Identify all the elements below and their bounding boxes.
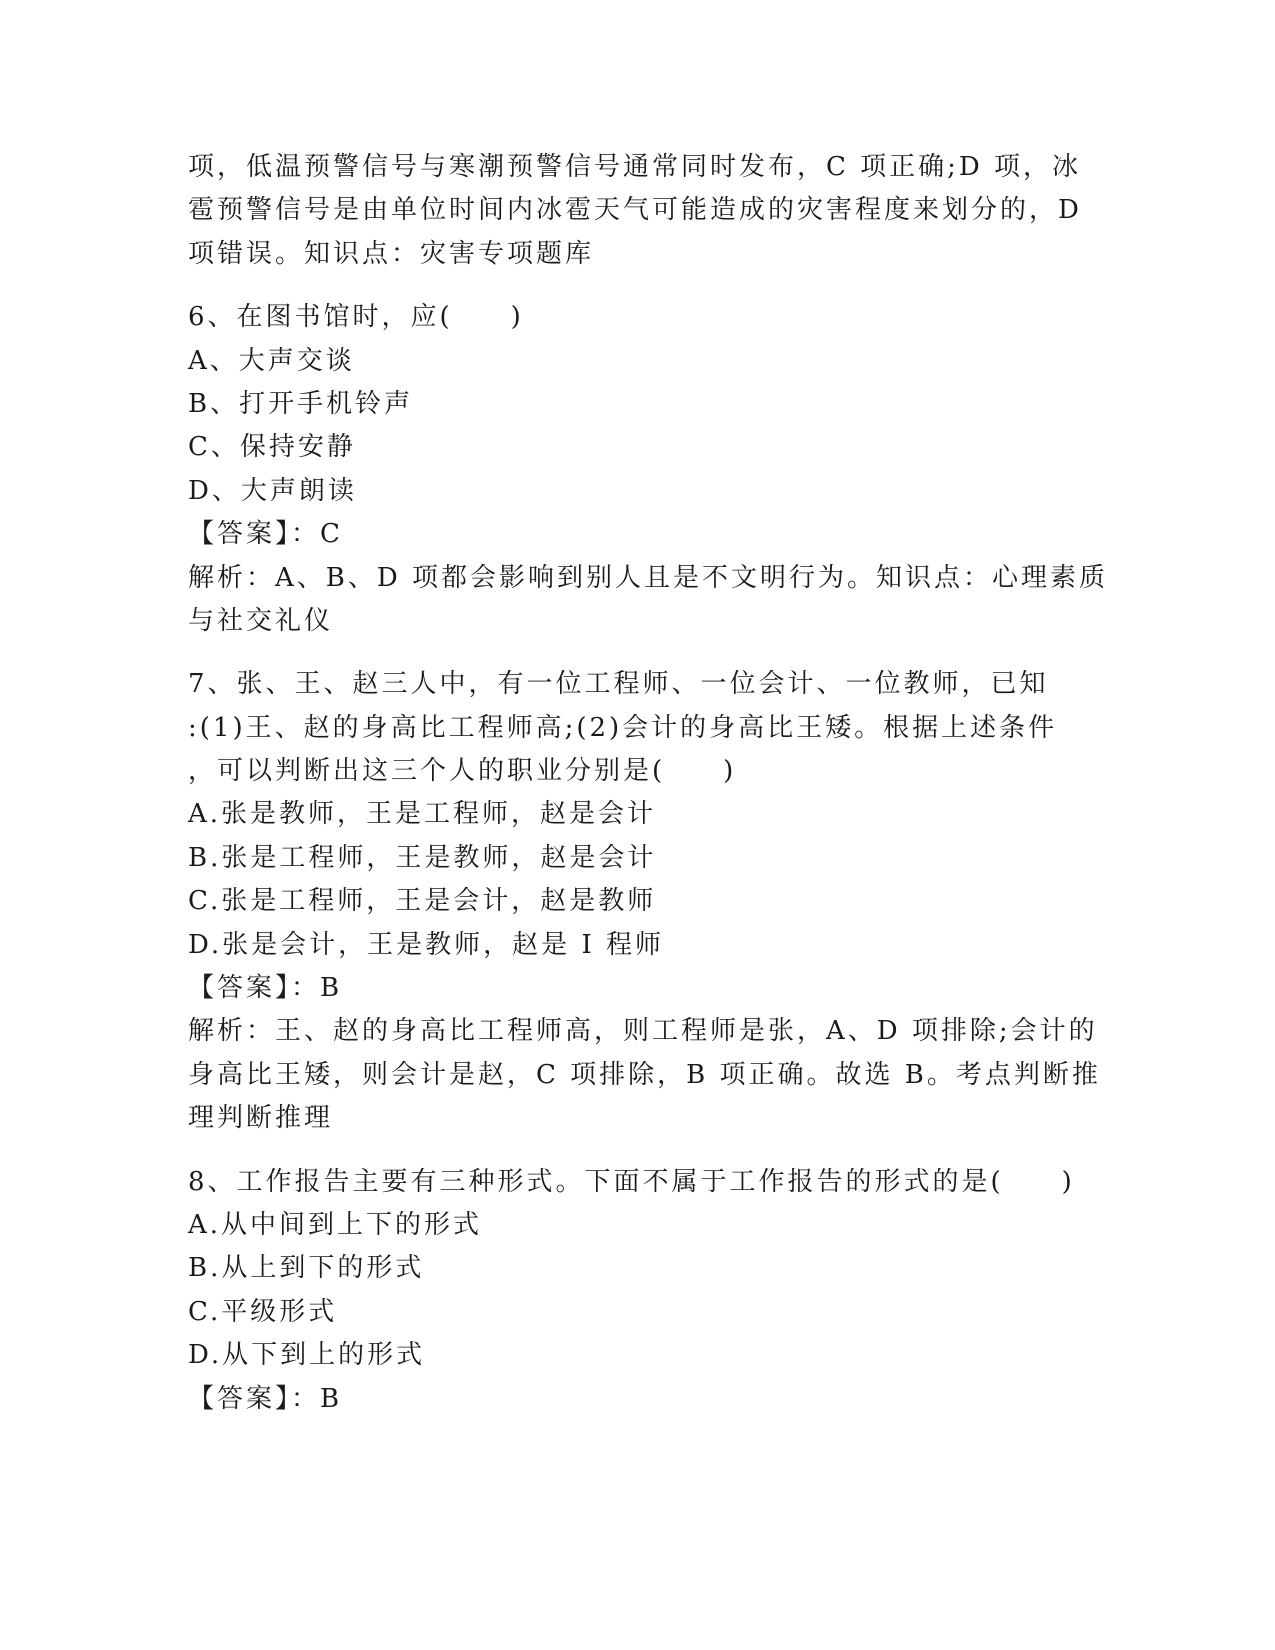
question-6	[188, 296, 1108, 643]
option-d: D、大声朗读	[188, 475, 357, 506]
option-c: C.平级形式	[188, 1296, 338, 1327]
answer-line: 【答案】：B	[188, 973, 343, 1004]
option-c: C.张是工程师，王是会计，赵是教师	[188, 886, 657, 917]
answer-line: 【答案】：B	[188, 1383, 343, 1414]
analysis-line: 项，低温预警信号与寒潮预警信号通常同时发布，C 项正确;D 项，冰	[188, 152, 1082, 182]
option-b: B、打开手机铃声	[188, 388, 414, 419]
spacer	[188, 1141, 1088, 1161]
option-a: A.从中间到上下的形式	[188, 1209, 483, 1240]
question-7	[188, 663, 1101, 1140]
option-c: C、保持安静	[188, 432, 356, 463]
question-stem: 8、工作报告主要有三种形式。下面不属于工作报告的形式的是( )	[188, 1166, 1075, 1197]
spacer	[188, 643, 1088, 663]
option-a: A.张是教师，王是工程师，赵是会计	[188, 799, 657, 830]
option-b: B.张是工程师，王是教师，赵是会计	[188, 842, 657, 873]
question-8	[188, 1161, 1088, 1421]
option-d: D.从下到上的形式	[188, 1340, 426, 1371]
analysis-line: 身高比王矮，则会计是赵，C 项排除，B 项正确。故选 B。考点判断推	[188, 1059, 1101, 1090]
answer-line: 【答案】：C	[188, 519, 343, 550]
page-content	[188, 146, 1108, 1421]
analysis-line: 与社交礼仪	[188, 605, 334, 636]
analysis-line: 项错误。知识点：灾害专项题库	[188, 238, 595, 269]
intro-analysis	[188, 146, 1088, 276]
question-stem: :(1)王、赵的身高比工程师高;(2)会计的身高比王矮。根据上述条件	[188, 712, 1058, 743]
question-stem: ，可以判断出这三个人的职业分别是( )	[188, 756, 737, 787]
spacer	[188, 276, 1088, 296]
analysis-line: 雹预警信号是由单位时间内冰雹天气可能造成的灾害程度来划分的，D	[188, 195, 1082, 226]
analysis-line: 理判断推理	[188, 1103, 334, 1134]
option-d: D.张是会计，王是教师，赵是 I 程师	[188, 929, 664, 960]
analysis-line: 解析：A、B、D 项都会影响到别人且是不文明行为。知识点：心理素质	[188, 562, 1108, 593]
analysis-line: 解析：王、赵的身高比工程师高，则工程师是张，A、D 项排除;会计的	[188, 1016, 1098, 1047]
option-a: A、大声交谈	[188, 345, 355, 376]
option-b: B.从上到下的形式	[188, 1253, 425, 1284]
question-stem: 7、张、王、赵三人中，有一位工程师、一位会计、一位教师，已知	[188, 669, 1049, 700]
question-stem: 6、在图书馆时，应( )	[188, 302, 524, 333]
